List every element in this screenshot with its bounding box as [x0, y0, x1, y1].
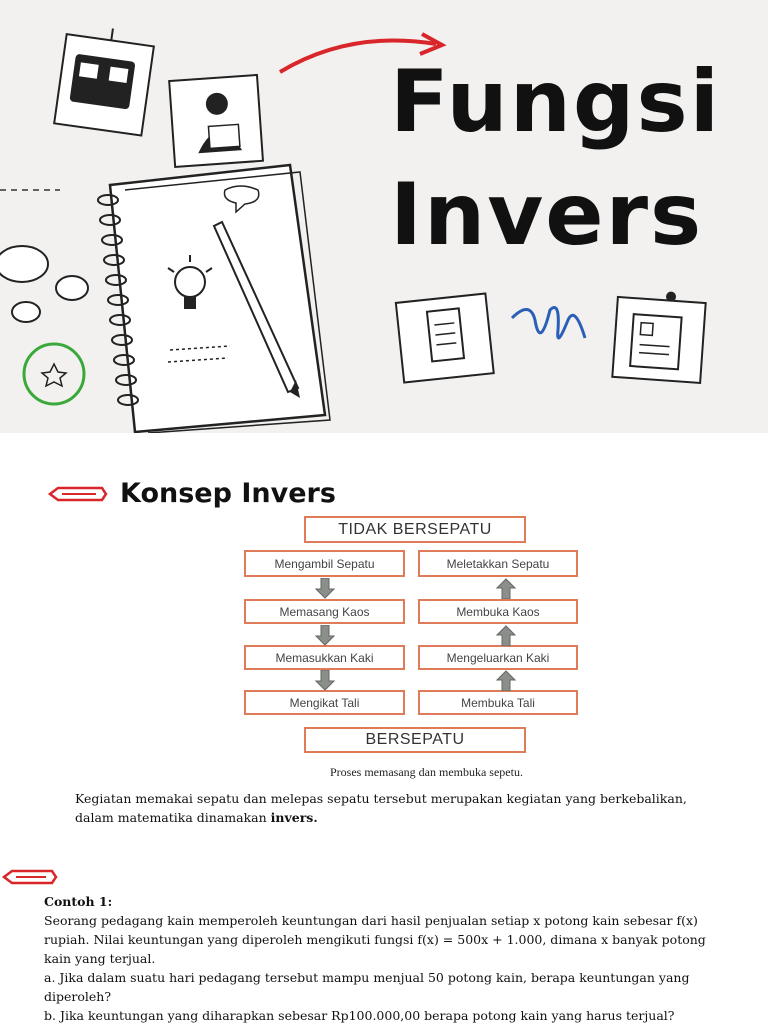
- notebook-icon: [98, 165, 330, 433]
- pencil-icon: [2, 869, 58, 885]
- id-card-frame-icon: [612, 288, 706, 383]
- left-step-3: Memasukkan Kaki: [244, 645, 405, 670]
- example-line: Seorang pedagang kain memperoleh keuntungan dari hasil penjualan setiap x potong kain sebesar f(x): [44, 913, 698, 928]
- arrow-up-icon: [496, 670, 516, 691]
- arrow-down-icon: [315, 625, 335, 646]
- title-line-1: Fungsi: [390, 52, 722, 152]
- arrow-up-icon: [496, 625, 516, 646]
- left-step-4: Mengikat Tali: [244, 690, 405, 715]
- paragraph-line-2: dalam matematika dinamakan invers.: [75, 810, 318, 825]
- header-banner: [0, 0, 768, 433]
- pencil-icon: [48, 486, 108, 502]
- left-step-2: Memasang Kaos: [244, 599, 405, 624]
- arrow-up-icon: [496, 578, 516, 599]
- bottom-state-box: BERSEPATU: [304, 727, 526, 753]
- right-step-3: Mengeluarkan Kaki: [418, 645, 578, 670]
- example-block: [44, 892, 744, 1025]
- top-state-box: TIDAK BERSEPATU: [304, 516, 526, 543]
- explanation-paragraph: [75, 789, 715, 827]
- mindmap-icon: [0, 246, 88, 322]
- section-heading: Konsep Invers: [120, 478, 336, 509]
- left-step-1: Mengambil Sepatu: [244, 550, 405, 577]
- star-circle-icon: [24, 344, 84, 404]
- right-step-1: Meletakkan Sepatu: [418, 550, 578, 577]
- arrow-down-icon: [315, 670, 335, 691]
- arrow-down-icon: [315, 578, 335, 599]
- squiggle-icon: [512, 308, 585, 339]
- example-line: rupiah. Nilai keuntungan yang diperoleh mengikuti fungsi f(x) = 500x + 1.000, dimana x banyak potong: [44, 932, 706, 947]
- paragraph-line-1: Kegiatan memakai sepatu dan melepas sepatu tersebut merupakan kegiatan yang berkebalikan,: [75, 791, 687, 806]
- example-line: diperoleh?: [44, 989, 112, 1004]
- title-line-2: Invers: [390, 165, 704, 265]
- example-line: b. Jika keuntungan yang diharapkan sebesar Rp100.000,00 berapa potong kain yang harus terjual?: [44, 1008, 675, 1023]
- example-title: Contoh 1:: [44, 894, 113, 909]
- example-line: kain yang terjual.: [44, 951, 156, 966]
- invers-term: invers.: [270, 810, 318, 825]
- profile-frame-icon: [169, 75, 263, 167]
- right-step-2: Membuka Kaos: [418, 599, 578, 624]
- briefcase-frame-icon: [54, 22, 155, 135]
- right-step-4: Membuka Tali: [418, 690, 578, 715]
- document-frame-icon: [396, 294, 494, 383]
- diagram-caption: Proses memasang dan membuka sepetu.: [330, 765, 523, 779]
- example-line: a. Jika dalam suatu hari pedagang tersebut mampu menjual 50 potong kain, berapa keuntungan yang: [44, 970, 690, 985]
